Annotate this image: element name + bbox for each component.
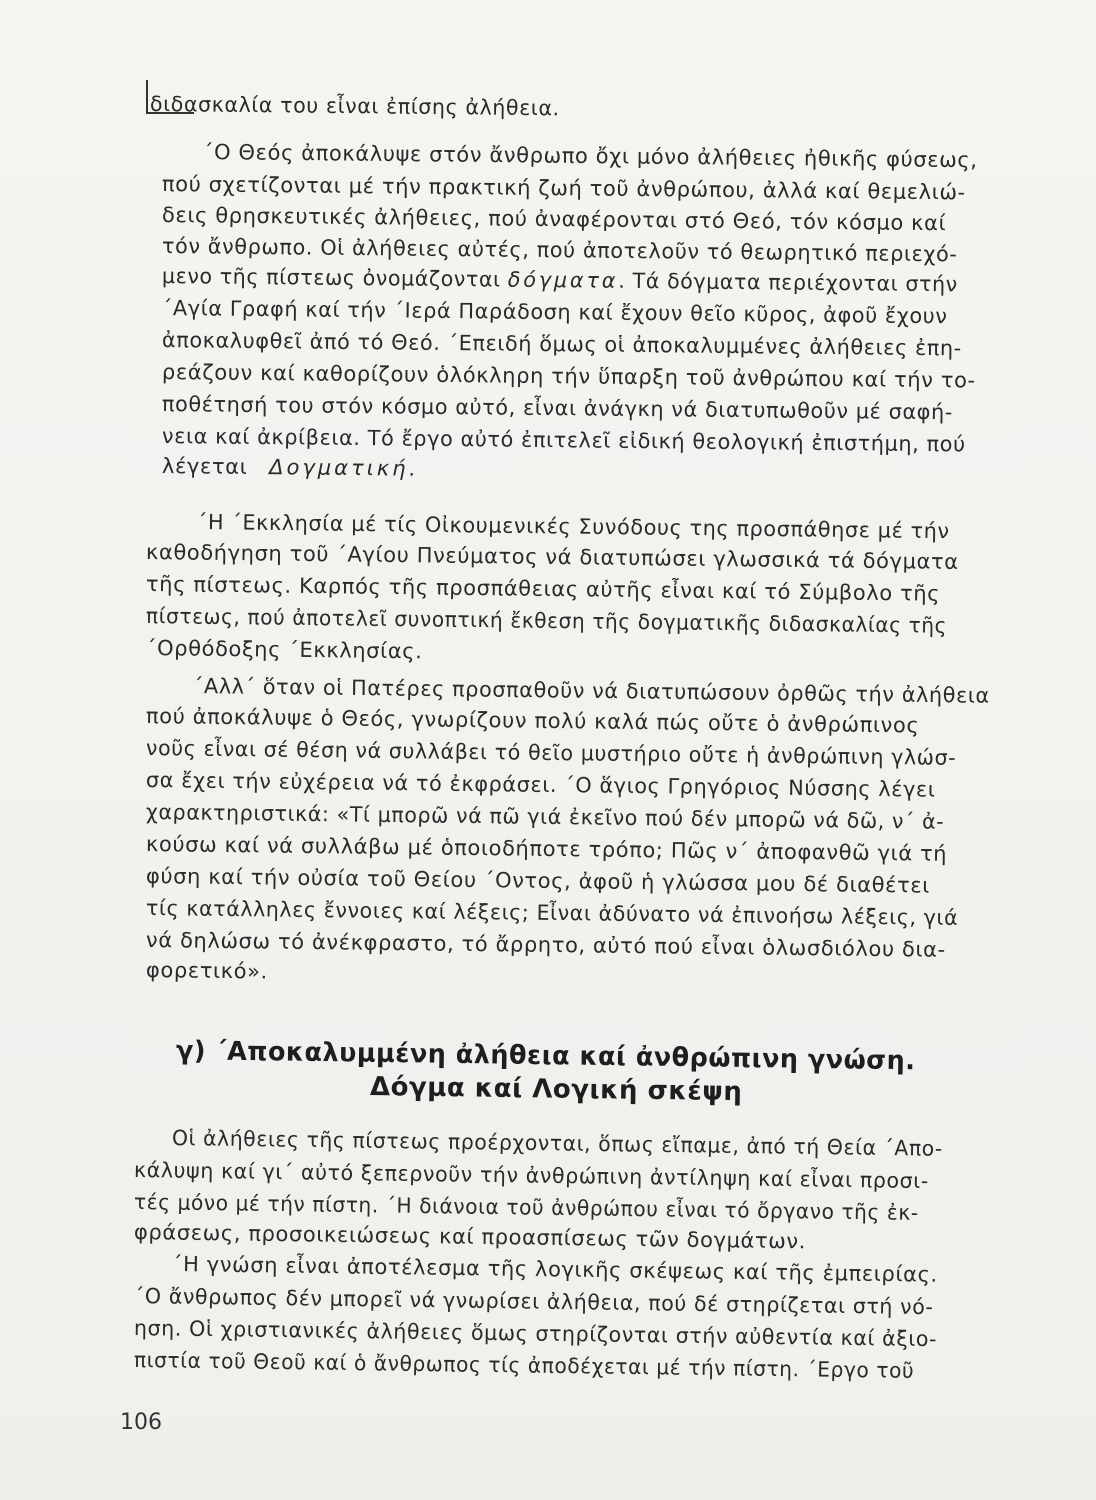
text-line: ρεάζουν καί καθορίζουν ὁλόκληρη τήν ὕπαρξη τοῦ ἀνθρώπου καί τήν το- bbox=[161, 360, 976, 393]
text-line: τῆς πίστεως. Καρπός τῆς προσπάθειας αὐτῆς εἶναι καί τό Σύμβολο τῆς bbox=[145, 572, 941, 606]
term-dogmata: δόγματα bbox=[507, 267, 619, 293]
text-line: νοῦς εἶναι σέ θέση νά συλλάβει τό θεῖο μυστήριο οὔτε ἡ ἀνθρώπινη γλώσ- bbox=[145, 736, 957, 770]
text-line: νεια καί ἀκρίβεια. Τό ἔργο αὐτό ἐπιτελεῖ εἰδική θεολογική ἐπιστήμη, πού bbox=[161, 424, 966, 457]
text-span: . Τά δόγματα περιέχονται στήν bbox=[618, 268, 958, 297]
section-heading-line-2: Δόγμα καί Λογική σκέψη bbox=[369, 1072, 743, 1108]
term-dogmatiki: Δογματική bbox=[269, 455, 409, 481]
text-line: ΄Αλλ΄ ὅταν οἱ Πατέρες προσπαθοῦν νά διατυπώσουν ὀρθῶς τήν ἀλήθεια bbox=[192, 674, 990, 708]
text-line bbox=[162, 264, 958, 296]
text-line: χαρακτηριστικά: «Τί μπορῶ νά πῶ γιά ἐκεῖνο πού δέν μπορῶ νά δῶ, ν΄ ἀ- bbox=[145, 800, 945, 834]
text-line: ΄Η ΄Εκκλησία μέ τίς Οἰκουμενικές Συνόδους της προσπάθησε μέ τήν bbox=[196, 510, 950, 544]
text-line: ἀποκαλυφθεῖ ἀπό τό Θεό. ΄Επειδή ὅμως οἱ ἀποκαλυμμένες ἀλήθειες ἐπη- bbox=[161, 328, 962, 361]
text-line: ΄Ορθόδοξης ΄Εκκλησίας. bbox=[145, 636, 423, 664]
text-line: ποθέτησή του στόν κόσμο αὐτό, εἶναι ἀνάγκη νά διατυπωθοῦν μέ σαφή- bbox=[161, 392, 954, 425]
text-line: καθοδήγηση τοῦ ΄Αγίου Πνεύματος νά διατυπώσει γλωσσικά τά δόγματα bbox=[145, 540, 959, 574]
text-line: ΄Ο Θεός ἀποκάλυψε στόν ἄνθρωπο ὄχι μόνο ἀλήθειες ἠθικῆς φύσεως, bbox=[202, 140, 978, 173]
text-line: διδασκαλία του εἶναι ἐπίσης ἀλήθεια. bbox=[149, 92, 560, 121]
text-line: ΄Ο ἄνθρωπος δέν μπορεῖ νά γνωρίσει ἀλήθεια, πού δέ στηρίζεται στή νό- bbox=[133, 1284, 934, 1320]
text-line: ΄Η γνώση εἶναι ἀποτέλεσμα τῆς λογικῆς σκέψεως καί τῆς ἐμπειρίας. bbox=[171, 1252, 938, 1287]
text-line: τόν ἄνθρωπο. Οἱ ἀλήθειες αὐτές, πού ἀποτελοῦν τό θεωρητικό περιεχό- bbox=[161, 234, 958, 267]
section-heading-line-1: γ) ΄Αποκαλυμμένη ἀλήθεια καί ἀνθρώπινη γνώση. bbox=[175, 1036, 916, 1077]
text-line: ΄Αγία Γραφή καί τήν ΄Ιερά Παράδοση καί ἔχουν θεῖο κῦρος, ἀφοῦ ἔχουν bbox=[161, 296, 948, 329]
text-span: . bbox=[408, 456, 416, 481]
text-line: φύση καί τήν οὐσία τοῦ Θείου ΄Οντος, ἀφοῦ ἡ γλώσσα μου δέ διαθέτει bbox=[145, 864, 931, 898]
text-line bbox=[162, 454, 416, 481]
page-number: 106 bbox=[120, 1410, 162, 1435]
text-span: λέγεται bbox=[161, 454, 248, 479]
text-line: πίστεως, πού ἀποτελεῖ συνοπτική ἔκθεση τῆς δογματικῆς διδασκαλίας τῆς bbox=[145, 604, 948, 638]
text-line: νά δηλώσω τό ἀνέκφραστο, τό ἄρρητο, αὐτό πού εἶναι ὁλωσδιόλου δια- bbox=[145, 928, 946, 962]
text-line: ηση. Οἱ χριστιανικές ἀλήθειες ὅμως στηρίζονται στήν αὐθεντία καί ἀξιο- bbox=[133, 1316, 938, 1352]
text-line: σα ἔχει τήν εὐχέρεια νά τό ἐκφράσει. ΄Ο ἅγιος Γρηγόριος Νύσσης λέγει bbox=[145, 768, 936, 802]
text-line: πού σχετίζονται μέ τήν πρακτική ζωή τοῦ ἀνθρώπου, ἀλλά καί θεμελιώ- bbox=[161, 172, 966, 205]
text-line: τές μόνο μέ τήν πίστη. ΄Η διάνοια τοῦ ἀνθρώπου εἶναι τό ὄργανο τῆς ἐκ- bbox=[133, 1190, 919, 1225]
text-line: τίς κατάλληλες ἔννοιες καί λέξεις; Εἶναι ἀδύνατο νά ἐπινοήσω λέξεις, γιά bbox=[145, 896, 959, 930]
text-line: δεις θρησκευτικές ἀλήθειες, πού ἀναφέρονται στό Θεό, τόν κόσμο καί bbox=[161, 203, 947, 236]
margin-mark bbox=[146, 80, 148, 112]
text-line: κούσω καί νά συλλάβω μέ ὁποιοδήποτε τρόπο; Πῶς ν΄ ἀποφανθῶ γιά τή bbox=[145, 832, 948, 866]
text-line: Οἱ ἀλήθειες τῆς πίστεως προέρχονται, ὅπως εἴπαμε, ἀπό τή Θεία ΄Απο- bbox=[171, 1126, 943, 1161]
text-line: φράσεως, προσοικειώσεως καί προασπίσεως τῶν δογμάτων. bbox=[133, 1220, 807, 1254]
text-line: πού ἀποκάλυψε ὁ Θεός, γνωρίζουν πολύ καλά πώς οὔτε ὁ ἀνθρώπινος bbox=[145, 704, 920, 738]
text-span: μενο τῆς πίστεως ὀνομάζονται bbox=[161, 264, 501, 292]
text-line: φορετικό». bbox=[145, 958, 269, 984]
text-line: πιστία τοῦ Θεοῦ καί ὁ ἄνθρωπος τίς ἀποδέχεται μέ τήν πίστη. ΄Εργο τοῦ bbox=[133, 1348, 915, 1383]
text-line: κάλυψη καί γι΄ αὐτό ξεπερνοῦν τήν ἀνθρώπινη ἀντίληψη καί εἶναι προσι- bbox=[133, 1158, 929, 1194]
